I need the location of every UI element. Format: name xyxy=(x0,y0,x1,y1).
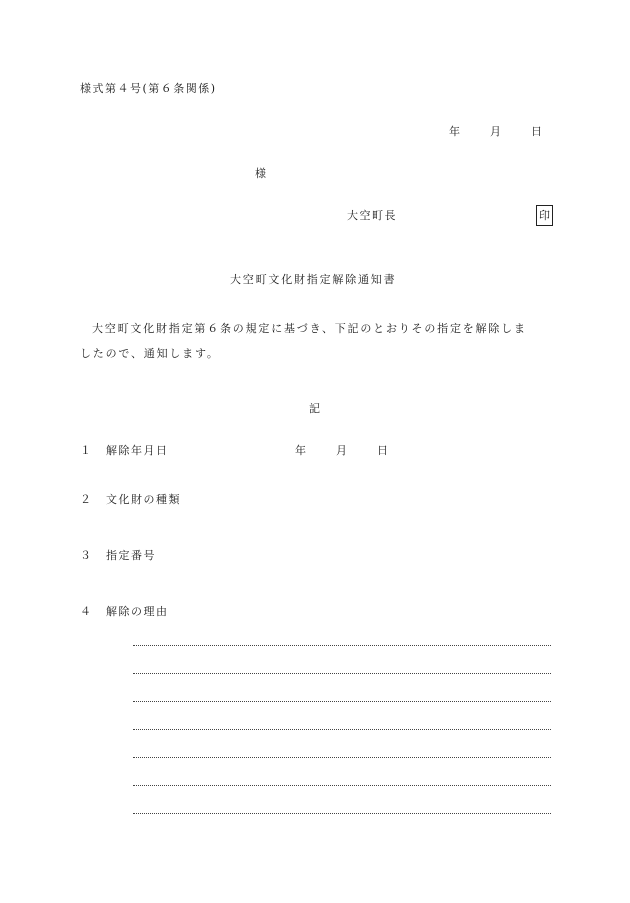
item-number-3: ３ xyxy=(80,549,93,562)
reason-line xyxy=(133,813,551,814)
item-label-3: 指定番号 xyxy=(106,549,156,562)
item-date-year: 年 xyxy=(295,444,308,457)
ki-heading: 記 xyxy=(309,402,322,415)
reason-line xyxy=(133,701,551,702)
document-body xyxy=(80,316,556,366)
form-number: 様式第４号(第６条関係) xyxy=(80,82,217,95)
document-title: 大空町文化財指定解除通知書 xyxy=(230,273,397,286)
reason-line xyxy=(133,673,551,674)
reason-line xyxy=(133,757,551,758)
reason-line xyxy=(133,729,551,730)
reason-line xyxy=(133,645,551,646)
item-number-2: ２ xyxy=(80,493,93,506)
item-label-4: 解除の理由 xyxy=(106,605,169,618)
sender-title: 大空町長 xyxy=(347,209,397,222)
seal-mark: 印 xyxy=(536,205,553,226)
date-day: 日 xyxy=(531,125,544,138)
date-year: 年 xyxy=(449,125,462,138)
reason-line xyxy=(133,785,551,786)
item-label-2: 文化財の種類 xyxy=(106,493,181,506)
item-number-4: ４ xyxy=(80,605,93,618)
body-line-1: 大空町文化財指定第６条の規定に基づき、下記のとおりその指定を解除しま xyxy=(92,322,527,335)
item-label-1: 解除年月日 xyxy=(106,444,169,457)
item-number-1: １ xyxy=(80,444,93,457)
date-month: 月 xyxy=(490,125,503,138)
item-date-day: 日 xyxy=(377,444,390,457)
body-line-2: したので、通知します。 xyxy=(80,347,220,360)
addressee-suffix: 様 xyxy=(255,167,268,180)
item-date-month: 月 xyxy=(336,444,349,457)
